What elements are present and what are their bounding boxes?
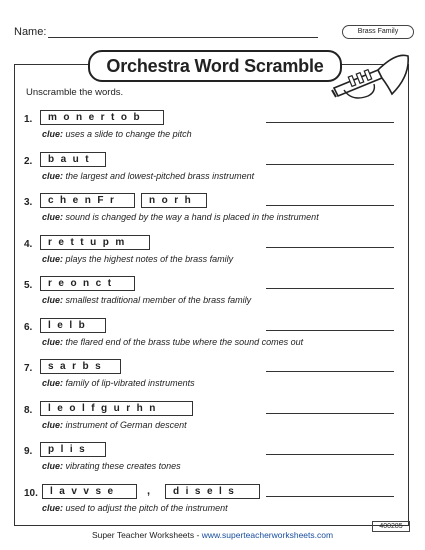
clue-label: clue:: [42, 295, 64, 305]
item-number: 6.: [24, 321, 33, 333]
clue-body: vibrating these creates tones: [65, 461, 181, 471]
scrambled-word: baut: [40, 152, 106, 167]
worksheet-code: 400285: [372, 521, 410, 532]
scrambled-word: leolfgurhn: [40, 401, 193, 416]
footer-separator: -: [194, 530, 202, 540]
answer-line[interactable]: [266, 330, 394, 331]
word-separator: ,: [147, 484, 151, 497]
scrambled-word: norh: [141, 193, 207, 208]
clue-text: [42, 254, 233, 264]
scramble-item: [24, 318, 404, 358]
clue-label: clue:: [42, 419, 64, 430]
category-badge: Brass Family: [342, 25, 414, 39]
scrambled-word: sarbs: [40, 359, 121, 374]
clue-text: [42, 420, 187, 430]
trumpet-icon: [330, 50, 412, 106]
item-number: 4.: [24, 238, 33, 250]
answer-line[interactable]: [266, 413, 394, 414]
clue-label: clue:: [42, 253, 64, 264]
clue-body: instrument of German descent: [65, 419, 187, 430]
clue-label: clue:: [42, 170, 64, 181]
name-label: Name:: [14, 26, 47, 38]
clue-label: clue:: [42, 502, 64, 513]
footer-url[interactable]: www.superteacherworksheets.com: [201, 530, 334, 540]
clue-label: clue:: [42, 336, 64, 347]
answer-line[interactable]: [266, 288, 394, 289]
clue-body: smallest traditional member of the brass family: [65, 295, 252, 305]
item-number: 9.: [24, 446, 33, 457]
clue-body: the largest and lowest-pitched brass instrument: [65, 170, 255, 181]
answer-line[interactable]: [266, 122, 394, 123]
clue-text: [42, 129, 192, 139]
scramble-item: [24, 442, 404, 482]
scrambled-word: lelb: [40, 318, 106, 333]
clue-body: sound is changed by the way a hand is placed in the instrument: [65, 212, 319, 222]
scrambled-word: monertob: [40, 110, 164, 125]
scrambled-word: rettupm: [40, 235, 150, 250]
item-number: 3.: [24, 197, 33, 208]
footer-brand: Super Teacher Worksheets: [91, 530, 195, 540]
clue-label: clue:: [42, 378, 64, 388]
answer-line[interactable]: [266, 496, 394, 497]
answer-line[interactable]: [266, 454, 394, 455]
scramble-item: [24, 235, 404, 275]
item-number: 1.: [24, 114, 33, 125]
worksheet-title: Orchestra Word Scramble: [88, 50, 342, 82]
scramble-item: [24, 193, 404, 233]
scrambled-word: disels: [165, 484, 260, 499]
instructions: Unscramble the words.: [26, 87, 124, 98]
item-number: 8.: [24, 404, 33, 416]
clue-label: clue:: [42, 129, 64, 139]
scramble-item: [24, 401, 404, 441]
clue-text: [42, 212, 319, 222]
clue-body: used to adjust the pitch of the instrument: [65, 502, 228, 513]
item-number: 7.: [24, 363, 33, 374]
clue-text: [42, 378, 195, 388]
answer-line[interactable]: [266, 247, 394, 248]
scrambled-word: lavvse: [42, 484, 137, 499]
scrambled-word: plis: [40, 442, 106, 457]
clue-label: clue:: [42, 212, 64, 222]
clue-body: plays the highest notes of the brass family: [65, 253, 234, 264]
footer: [0, 530, 425, 540]
scrambled-word: chenFr: [40, 193, 135, 208]
item-number: 10.: [24, 487, 38, 499]
item-number: 2.: [24, 155, 33, 167]
scramble-item: [24, 152, 404, 192]
clue-text: [42, 171, 254, 181]
scrambled-word: reonct: [40, 276, 135, 291]
clue-body: uses a slide to change the pitch: [65, 129, 192, 139]
clue-label: clue:: [42, 461, 64, 471]
scramble-item: [24, 359, 404, 399]
answer-line[interactable]: [266, 371, 394, 372]
scramble-item: [24, 276, 404, 316]
clue-text: [42, 461, 181, 471]
item-number: 5.: [24, 280, 33, 291]
clue-body: the flared end of the brass tube where the sound comes out: [65, 336, 304, 347]
clue-text: [42, 337, 303, 347]
clue-text: [42, 503, 228, 513]
scramble-item: [24, 110, 404, 150]
answer-line[interactable]: [266, 205, 394, 206]
name-line[interactable]: [48, 37, 318, 38]
answer-line[interactable]: [266, 164, 394, 165]
clue-body: family of lip-vibrated instruments: [65, 378, 195, 388]
clue-text: [42, 295, 251, 305]
scramble-item: [24, 484, 404, 524]
